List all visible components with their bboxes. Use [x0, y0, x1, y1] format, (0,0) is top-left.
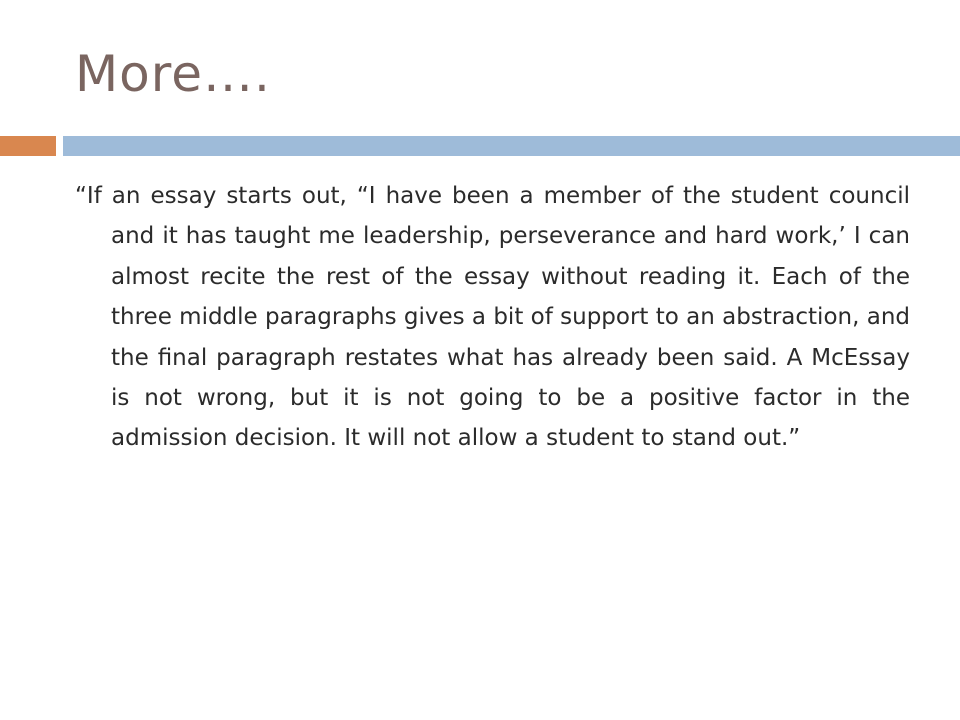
title-divider-bar [63, 136, 960, 156]
title-divider-accent [0, 136, 56, 156]
slide-title: More…. [75, 45, 271, 103]
quote-body-text: “If an essay starts out, “I have been a member of the student council and it has taught me leadership, perseverance and hard work,’ I can almost recite the rest of the essay without reading it. Each of the three middle paragraphs gives a bit of support to an abstraction, and the final paragraph restates what has already been said. A McEssay is not wrong, but it is not going to be a positive factor in the admission decision. It will not allow a student to stand out.” [75, 183, 910, 452]
